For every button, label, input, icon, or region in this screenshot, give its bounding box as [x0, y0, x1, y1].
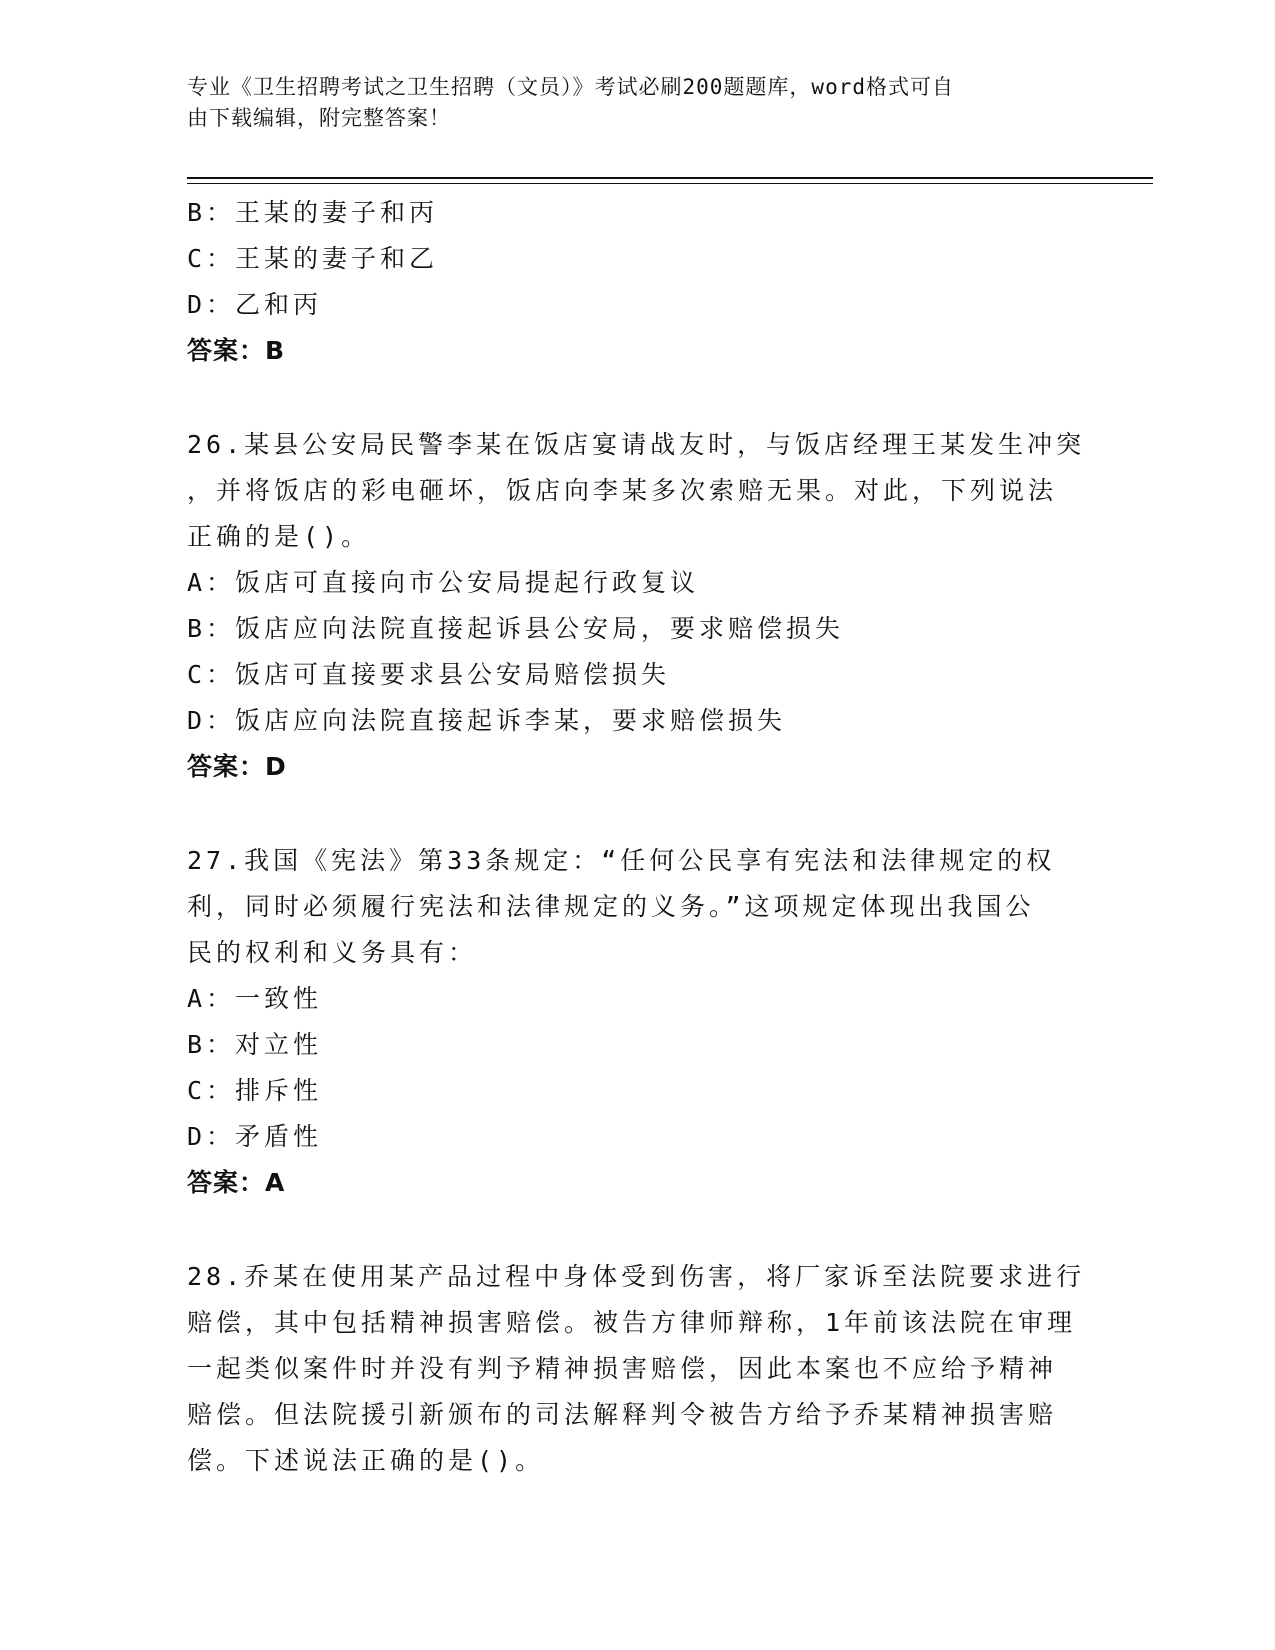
prev-question-block — [187, 190, 1087, 374]
option-b: B：对立性 — [187, 1030, 323, 1059]
question-stem-line: 利，同时必须履行宪法和法律规定的义务。”这项规定体现出我国公 — [187, 892, 1035, 921]
question-27 — [187, 838, 1087, 1206]
option-c: C：饭店可直接要求县公安局赔偿损失 — [187, 660, 671, 689]
option-c: C：王某的妻子和乙 — [187, 244, 439, 273]
answer-line: 答案：A — [187, 1168, 286, 1197]
option-b: B：王某的妻子和丙 — [187, 198, 439, 227]
answer-line: 答案：B — [187, 336, 286, 365]
header-divider-thick — [187, 177, 1153, 179]
option-c: C：排斥性 — [187, 1076, 323, 1105]
answer-line: 答案：D — [187, 752, 287, 781]
question-28 — [187, 1254, 1087, 1484]
question-stem-line: 27.我国《宪法》第33条规定：“任何公民享有宪法和法律规定的权 — [187, 846, 1056, 875]
option-a: A：一致性 — [187, 984, 323, 1013]
option-b: B：饭店应向法院直接起诉县公安局，要求赔偿损失 — [187, 614, 845, 643]
question-stem-line: 赔偿，其中包括精神损害赔偿。被告方律师辩称，1年前该法院在审理 — [187, 1308, 1077, 1337]
question-stem-line: 民的权利和义务具有： — [187, 938, 478, 967]
question-26 — [187, 422, 1087, 790]
question-stem-line: 28.乔某在使用某产品过程中身体受到伤害，将厂家诉至法院要求进行 — [187, 1262, 1086, 1291]
header-line-1: 专业《卫生招聘考试之卫生招聘（文员）》考试必刷200题题库，word格式可自 — [187, 75, 954, 99]
header-divider-thin — [187, 183, 1153, 184]
option-d: D：矛盾性 — [187, 1122, 323, 1151]
option-d: D：饭店应向法院直接起诉李某，要求赔偿损失 — [187, 706, 787, 735]
question-stem-line: 赔偿。但法院援引新颁布的司法解释判令被告方给予乔某精神损害赔 — [187, 1400, 1058, 1429]
question-stem-line: ，并将饭店的彩电砸坏，饭店向李某多次索赔无果。对此，下列说法 — [187, 476, 1058, 505]
question-stem-line: 偿。下述说法正确的是()。 — [187, 1446, 545, 1475]
question-stem-line: 26.某县公安局民警李某在饭店宴请战友时，与饭店经理王某发生冲突 — [187, 430, 1086, 459]
document-body — [187, 190, 1087, 1484]
option-d: D：乙和丙 — [187, 290, 323, 319]
question-stem-line: 一起类似案件时并没有判予精神损害赔偿，因此本案也不应给予精神 — [187, 1354, 1058, 1383]
header-line-2: 由下载编辑，附完整答案！ — [187, 106, 451, 130]
document-header — [187, 72, 1067, 134]
option-a: A：饭店可直接向市公安局提起行政复议 — [187, 568, 700, 597]
question-stem-line: 正确的是()。 — [187, 522, 371, 551]
